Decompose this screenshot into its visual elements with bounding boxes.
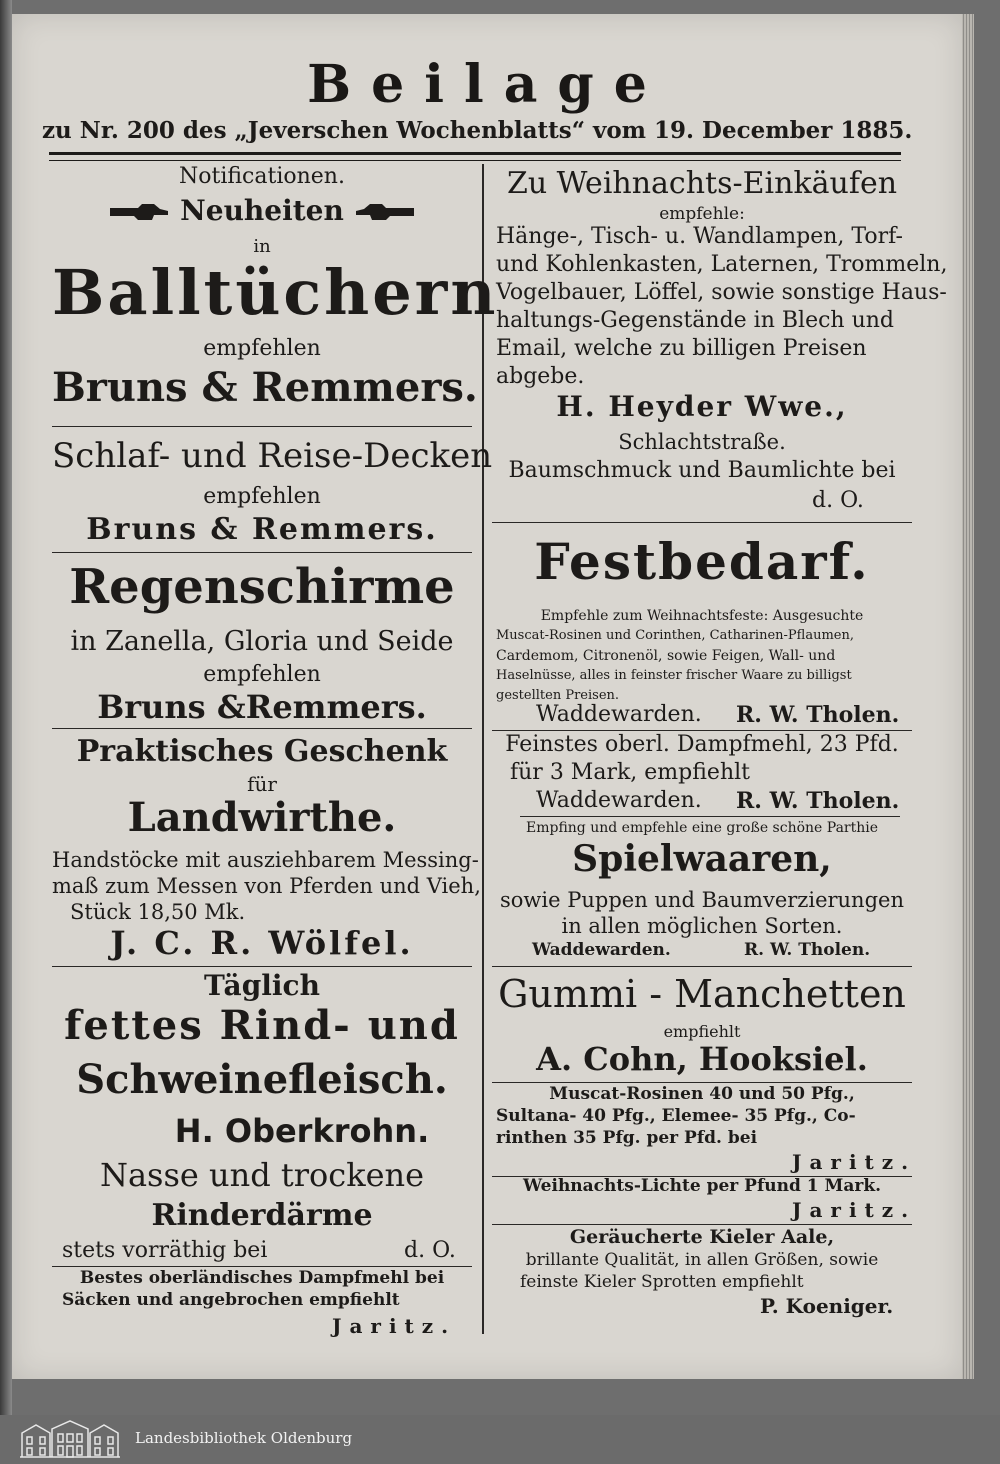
ad-festbedarf-line2: Muscat-Rosinen und Corinthen, Catharinen-Pflaumen, [496,628,854,643]
ad-regenschirme-materials: in Zanella, Gloria und Seide [70,626,454,657]
library-footer [0,1415,1000,1464]
ad-weihnachts-einkaeufe: Zu Weihnachts-Einkäufen [506,166,898,201]
firm-tholen-3: R. W. Tholen. [744,940,871,960]
separator [52,1266,472,1267]
ad-rinderdaerme: Rinderdärme [151,1198,373,1233]
ad-empfehlen-2: empfehlen [203,484,321,509]
ad-feinstes-dampfmehl: Feinstes oberl. Dampfmehl, 23 Pfd. [505,732,899,757]
ad-feinstes-dampfmehl-line2: für 3 Mark, empfiehlt [510,760,750,785]
neuheiten-text: Neuheiten [180,194,344,227]
separator [492,1224,912,1225]
newspaper-page [12,14,962,1379]
ad-dampfmehl-line1: Bestes oberländisches Dampfmehl bei [79,1268,445,1288]
masthead-title: Beilage [307,54,667,115]
separator [52,728,472,729]
masthead-rule [49,152,901,161]
firm-jaritz-3: Jaritz. [792,1198,917,1222]
firm-woelfel: J. C. R. Wölfel. [110,924,414,962]
ad-lampen-line2: und Kohlenkasten, Laternen, Trommeln, [496,252,948,277]
ad-handstoecke-line2: maß zum Messen von Pferden und Vieh, [52,874,481,898]
firm-koeniger: P. Koeniger. [760,1294,894,1318]
ad-kieler-line2: brillante Qualität, in allen Größen, sowie [525,1250,879,1270]
ad-lampen-line6: abgebe. [496,364,585,389]
firm-oberkrohn: H. Oberkrohn. [174,1112,430,1150]
separator [492,966,912,967]
ad-spielwaaren-intro: Empfing und empfehle eine große schöne Parthie [525,820,879,836]
ad-in: in [253,236,271,257]
ad-lampen-line1: Hänge-, Tisch- u. Wandlampen, Torf- [496,224,903,249]
separator [492,522,912,523]
scan-edge [0,0,12,1415]
column-divider [482,164,484,1334]
ad-handstoecke-price: Stück 18,50 Mk. [70,900,246,924]
pointing-hand-left-icon [354,200,416,226]
ad-muscat-line2: Sultana- 40 Pfg., Elemee- 35 Pfg., Co- [496,1106,856,1126]
ad-empfehlen-3: empfehlen [203,662,321,687]
firm-jaritz-2: Jaritz. [792,1150,917,1174]
ad-lampen-line4: haltungs-Gegenstände in Blech und [496,308,895,333]
ad-spielwaaren-place: Waddewarden. [532,940,671,960]
ad-baumschmuck: Baumschmuck und Baumlichte bei [508,458,896,483]
library-name: Landesbibliothek Oldenburg [135,1429,353,1447]
firm-bruns-remmers-3: Bruns &Remmers. [97,688,427,726]
ad-dampfmehl-line2: Säcken und angebrochen empfiehlt [62,1290,400,1310]
ad-fettes-rind: fettes Rind- und [64,1002,460,1049]
ad-vorraethig-sig: d. O. [404,1238,456,1263]
library-building-logo [18,1419,122,1459]
ad-gummi-empfiehlt: empfiehlt [663,1022,741,1041]
ad-taeglich: Täglich [204,969,320,1002]
ad-weihnachts-lichte: Weihnachts-Lichte per Pfund 1 Mark. [522,1176,882,1196]
ad-dampfmehl-place: Waddewarden. [536,788,702,813]
ad-landwirthe: Landwirthe. [127,794,397,841]
ad-muscat-line1: Muscat-Rosinen 40 und 50 Pfg., [549,1084,855,1104]
heyder-street: Schlachtstraße. [618,430,786,454]
ad-praktisches-geschenk: Praktisches Geschenk [76,734,448,769]
ad-kieler-aale: Geräucherte Kieler Aale, [569,1226,835,1248]
ad-kieler-line3: feinste Kieler Sprotten empfiehlt [520,1272,804,1292]
firm-bruns-remmers-2: Bruns & Remmers. [86,512,438,547]
ad-festbedarf-line1: Empfehle zum Weihnachtsfeste: Ausgesuchte [540,608,864,624]
pointing-hand-right-icon [108,200,170,226]
ad-empfehlen-1: empfehlen [203,336,321,361]
separator [52,966,472,967]
ad-lampen-line5: Email, welche zu billigen Preisen [496,336,867,361]
ad-schlaf-reise-decken: Schlaf- und Reise-Decken [52,436,493,476]
ad-fuer: für [247,772,277,796]
ad-spielwaaren-line1: sowie Puppen und Baumverzierungen [500,888,904,912]
ad-festbedarf: Festbedarf. [534,532,870,591]
firm-tholen-1: R. W. Tholen. [736,702,900,728]
firm-jaritz-1: Jaritz. [332,1314,457,1338]
firm-bruns-remmers-1: Bruns & Remmers. [52,364,478,411]
separator [492,1082,912,1083]
ad-festbedarf-place: Waddewarden. [536,702,702,727]
ad-nasse-trockene: Nasse und trockene [99,1156,425,1194]
ad-spielwaaren: Spielwaaren, [572,838,832,880]
separator [492,730,912,731]
separator [520,816,900,817]
ad-regenschirme: Regenschirme [69,559,455,615]
ad-festbedarf-line5: gestellten Preisen. [496,688,620,703]
ad-notifications-intro: Notificationen. [179,164,345,189]
masthead-subline: zu Nr. 200 des „Jeverschen Wochenblatts“ vom 19. December 1885. [42,117,913,144]
ad-lampen-line3: Vogelbauer, Löffel, sowie sonstige Haus- [496,280,947,305]
ad-balltuechern: Balltüchern [52,256,499,329]
ad-spielwaaren-line2: in allen möglichen Sorten. [561,914,843,938]
firm-cohn: A. Cohn, Hooksiel. [536,1040,868,1078]
ad-baumschmuck-sig: d. O. [812,488,864,513]
ad-gummi-manchetten: Gummi - Manchetten [498,972,906,1016]
ad-festbedarf-line4: Haselnüsse, alles in feinster frischer Waare zu billigst [496,668,852,683]
separator [52,426,472,427]
ad-neuheiten-headline [52,194,472,227]
ad-handstoecke-line1: Handstöcke mit ausziehbarem Messing- [52,848,479,872]
ad-empfehle: empfehle: [659,204,745,224]
ad-muscat-line3: rinthen 35 Pfg. per Pfd. bei [496,1128,758,1148]
separator [52,552,472,553]
ad-vorraethig: stets vorräthig bei [62,1238,268,1263]
firm-tholen-2: R. W. Tholen. [736,788,900,814]
ad-festbedarf-line3: Cardemom, Citronenöl, sowie Feigen, Wall- und [496,648,836,664]
firm-heyder: H. Heyder Wwe., [556,390,848,423]
ad-schweinefleisch: Schweinefleisch. [76,1056,448,1103]
